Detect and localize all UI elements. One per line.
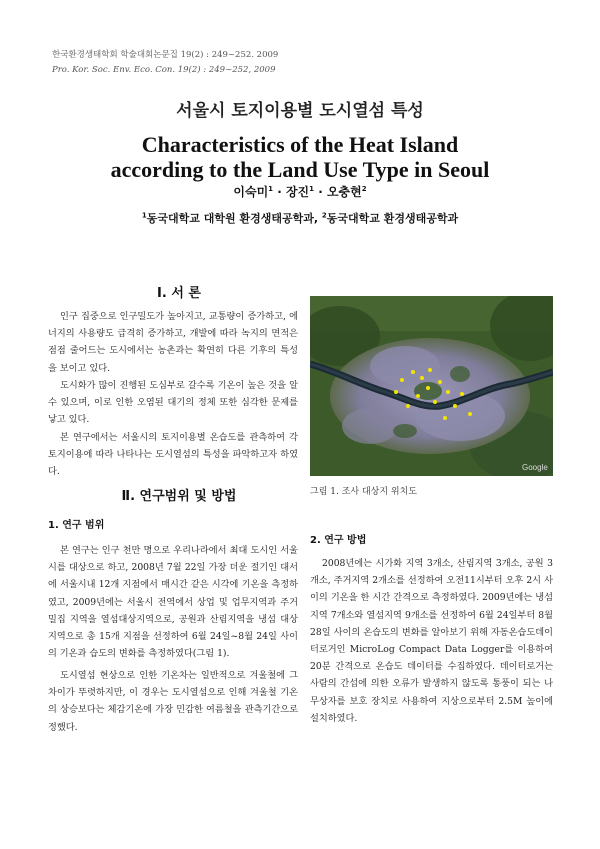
intro-paragraph: 인구 집중으로 인구밀도가 높아지고, 교통량이 증가하고, 에너지의 사용량도 급격히 증가하고, 개발에 따라 녹지의 면적은 점점 줄어드는 도시에서는 농촌과는 확연히 다른 기후의 특성을 보이고 있다.	[48, 311, 298, 374]
author-3-mark: 2	[361, 185, 367, 193]
study-site-map	[310, 296, 553, 476]
subheading-method: 2. 연구 방법	[310, 535, 367, 546]
section-heading-method: Ⅱ. 연구범위 및 방법	[121, 489, 237, 504]
scope-paragraph: 도시열섬 현상으로 인한 기온차는 일반적으로 겨울철에 그 차이가 뚜렷하지만, 이 경우는 도시열섬으로 인해 겨울철 기온의 상승보다는 체감기온에 가장 민감한 여름철을 관측기간으로 정했다.	[48, 670, 298, 733]
journal-citation-ko: 한국환경생태학회 학술대회논문집 19(2) : 249~252. 2009	[52, 50, 279, 60]
author-1: 이숙미	[233, 185, 269, 199]
method-paragraph: 2008년에는 시가화 지역 3개소, 산림지역 3개소, 공원 3개소, 주거지역 2개소를 선정하여 오전11시부터 오후 2시 사이의 기온을 한 시간 간격으로 측정하였다. 2009년에는 냉섬지역 7개소와 열섬지역 9개소를 선정하여 6월 24일부터 8월 28일 사이의 온습도의 변화를 알아보기 위해 자동온습도데이터로거인 MicroLog Compact Data Logger를 이용하여 20분 간격으로 온습도 데이터를 수집하였다. 데이터로거는 사람의 간섭에 의한 오류가 발생하지 않도록 통풍이 되는 나무상자를 보호 장치로 사용하여 지상으로부터 2.5M 높이에 설치하였다.	[310, 558, 553, 724]
author-2-mark: 1	[309, 185, 315, 193]
affiliations	[0, 210, 600, 226]
title-english	[0, 132, 600, 182]
author-separator: ·	[273, 185, 286, 199]
author-2: 장진	[285, 185, 310, 199]
author-1-mark: 1	[268, 185, 274, 193]
map-watermark: Google	[522, 463, 548, 472]
subheading-scope: 1. 연구 범위	[48, 520, 105, 531]
affiliation-2-mark: 2	[321, 211, 327, 220]
title-korean: 서울시 토지이용별 도시열섬 특성	[176, 101, 424, 121]
intro-paragraph: 본 연구에서는 서울시의 토지이용별 온습도를 관측하여 각 토지이용에 따라 나타나는 도시열섬의 특성을 파악하고자 하였다.	[48, 432, 298, 478]
affiliation-1: 동국대학교 대학원 환경생태공학과,	[146, 212, 322, 225]
section-heading-intro: Ⅰ. 서 론	[157, 286, 201, 301]
affiliation-1-mark: 1	[141, 211, 147, 220]
figure-caption: 그림 1. 조사 대상지 위치도	[310, 487, 417, 497]
satellite-map-image	[310, 296, 553, 476]
journal-citation-en: Pro. Kor. Soc. Env. Eco. Con. 19(2) : 249~252, 2009	[52, 65, 276, 75]
author-list	[0, 183, 600, 200]
intro-paragraph: 도시화가 많이 진행된 도심부로 갈수록 기온이 높은 것을 알 수 있으며, 이로 인한 오염된 대기의 정체 또한 심각한 문제를 낳고 있다.	[48, 380, 298, 426]
author-separator: ·	[314, 185, 327, 199]
title-english-line2: according to the Land Use Type in Seoul	[110, 157, 490, 182]
title-english-line1: Characteristics of the Heat Island	[141, 132, 459, 157]
scope-paragraph: 본 연구는 인구 천만 명으로 우리나라에서 최대 도시인 서울시를 대상으로 하고, 2008년 7월 22일 가장 더운 절기인 대서에 서울시내 12개 지점에서 매시간 같은 시각에 기온을 측정하였고, 2009년에는 서울시 전역에서 상업 및 업무지역과 주거밀집 지역을 열섬대상지역으로, 공원과 산림지역을 냉섬 대상 지역으로 총 15개 지점을 선정하여 6월 24일~8월 24일 사이의 기온과 습도의 변화를 측정하였다(그림 1).	[48, 545, 298, 660]
author-3: 오충현	[326, 185, 362, 199]
affiliation-2: 동국대학교 환경생태공학과	[326, 212, 459, 225]
journal-citation	[52, 48, 278, 78]
